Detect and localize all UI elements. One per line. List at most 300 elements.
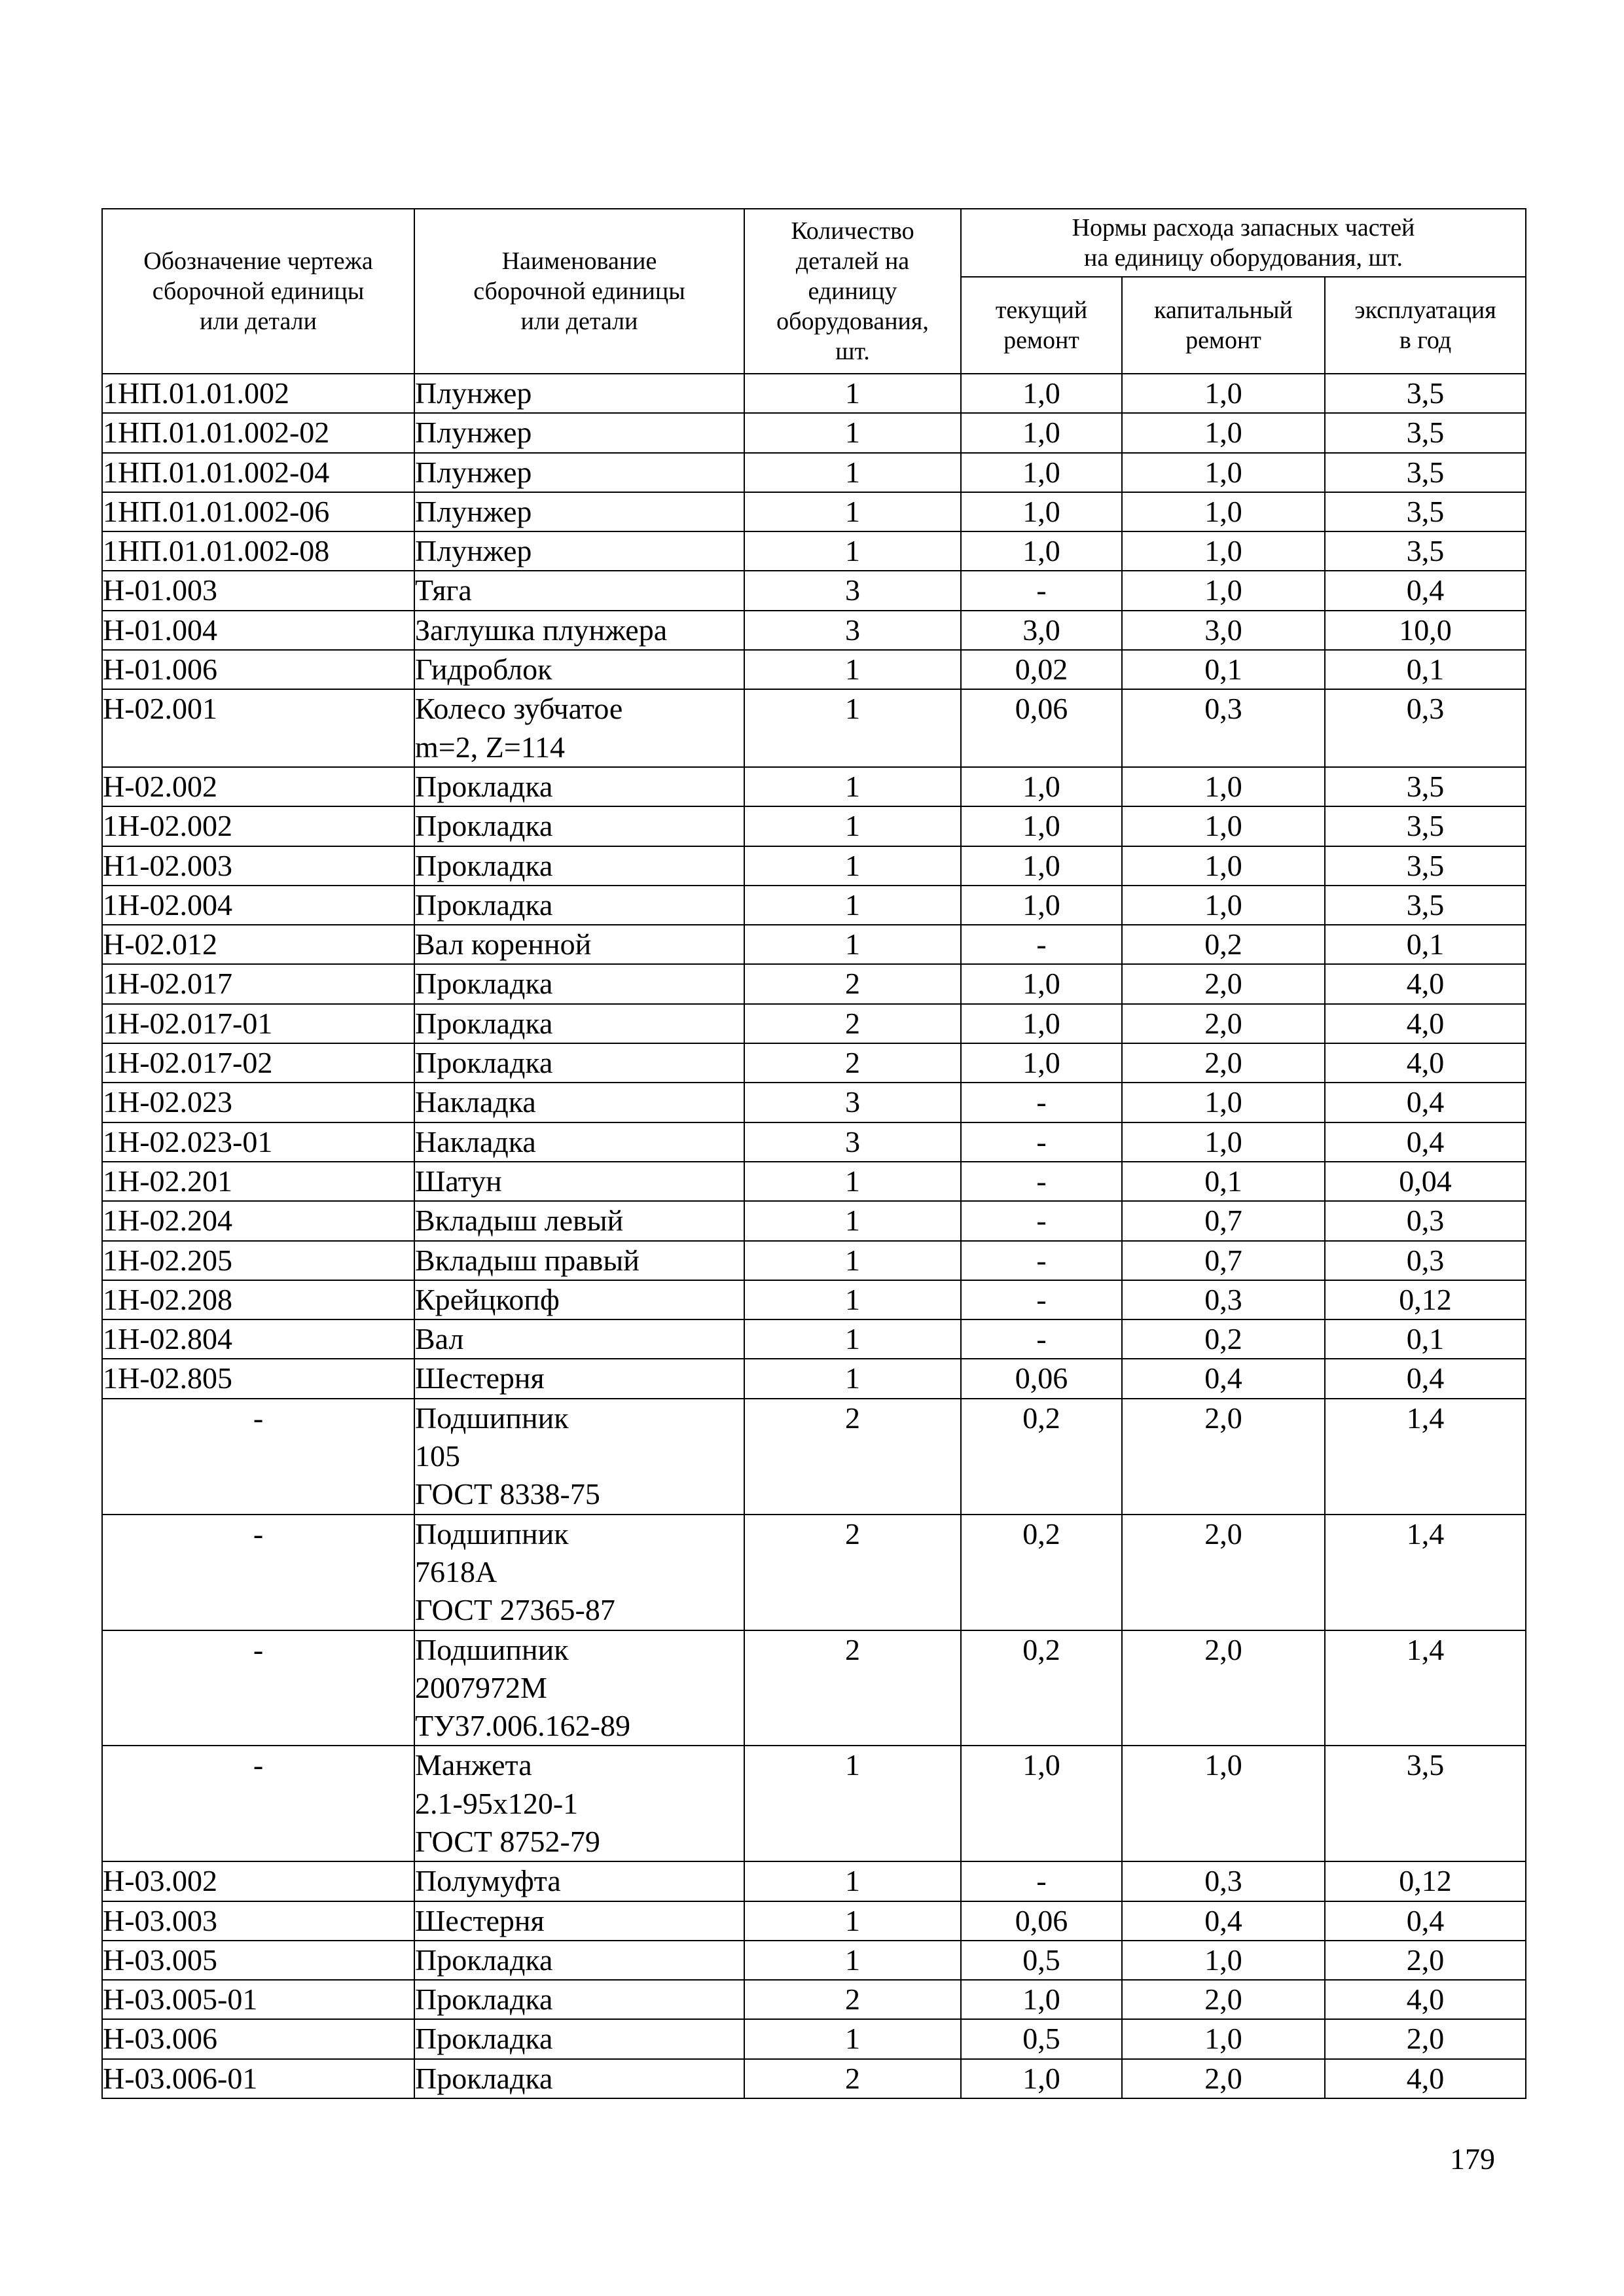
cell-quantity: 1 — [744, 1319, 961, 1359]
table-row — [102, 1746, 1526, 1861]
cell-drawing-code: 1Н-02.205 — [102, 1241, 414, 1280]
cell-capital-repair: 0,3 — [1122, 1280, 1325, 1319]
cell-capital-repair: 1,0 — [1122, 1083, 1325, 1122]
cell-capital-repair: 1,0 — [1122, 492, 1325, 531]
cell-operation-per-year: 10,0 — [1325, 611, 1526, 650]
cell-drawing-code: Н-01.006 — [102, 650, 414, 689]
cell-quantity: 3 — [744, 1122, 961, 1162]
cell-name-line: Шатун — [415, 1164, 502, 1198]
cell-current-repair: 0,2 — [961, 1515, 1122, 1630]
cell-capital-repair: 0,4 — [1122, 1901, 1325, 1941]
table-row — [102, 2019, 1526, 2058]
header-operation-per-year — [1325, 277, 1526, 374]
cell-assembly-name — [414, 964, 744, 1003]
cell-drawing-code: 1Н-02.017 — [102, 964, 414, 1003]
h-capital-line: капитальный — [1154, 296, 1293, 324]
cell-current-repair: 0,06 — [961, 1901, 1122, 1941]
cell-capital-repair: 2,0 — [1122, 1980, 1325, 2019]
table-row — [102, 1122, 1526, 1162]
cell-operation-per-year: 0,4 — [1325, 1122, 1526, 1162]
cell-drawing-code: Н-03.003 — [102, 1901, 414, 1941]
h-qty-line: шт. — [835, 338, 870, 365]
cell-current-repair: 1,0 — [961, 767, 1122, 806]
h-code-line: Обозначение чертежа — [143, 247, 373, 275]
cell-quantity: 1 — [744, 492, 961, 531]
h-code-line: или детали — [200, 308, 317, 335]
cell-operation-per-year: 2,0 — [1325, 1941, 1526, 1980]
table-row — [102, 886, 1526, 925]
cell-current-repair: - — [961, 1122, 1122, 1162]
cell-name-line: Гидроблок — [415, 653, 552, 687]
cell-current-repair: 1,0 — [961, 806, 1122, 846]
cell-capital-repair: 0,2 — [1122, 1319, 1325, 1359]
cell-operation-per-year: 1,4 — [1325, 1515, 1526, 1630]
cell-current-repair: 1,0 — [961, 492, 1122, 531]
cell-assembly-name — [414, 413, 744, 452]
cell-operation-per-year: 3,5 — [1325, 531, 1526, 571]
cell-name-line: Накладка — [415, 1124, 536, 1158]
h-operation-line: эксплуатация — [1354, 296, 1496, 324]
cell-operation-per-year: 0,4 — [1325, 1359, 1526, 1398]
cell-drawing-code: 1НП.01.01.002-06 — [102, 492, 414, 531]
cell-operation-per-year: 4,0 — [1325, 1980, 1526, 2019]
h-operation-line: в год — [1399, 327, 1452, 354]
table-row — [102, 1083, 1526, 1122]
cell-capital-repair: 0,3 — [1122, 689, 1325, 767]
cell-assembly-name — [414, 925, 744, 964]
cell-drawing-code: Н-03.006-01 — [102, 2059, 414, 2098]
cell-operation-per-year: 1,4 — [1325, 1630, 1526, 1746]
cell-name-line: ТУ37.006.162-89 — [415, 1709, 630, 1743]
cell-assembly-name — [414, 1515, 744, 1630]
cell-quantity: 1 — [744, 1201, 961, 1240]
cell-current-repair: - — [961, 1241, 1122, 1280]
cell-drawing-code: 1НП.01.01.002-02 — [102, 413, 414, 452]
cell-assembly-name — [414, 689, 744, 767]
cell-quantity: 1 — [744, 1901, 961, 1941]
cell-drawing-code: 1Н-02.208 — [102, 1280, 414, 1319]
cell-name-line: Прокладка — [415, 888, 553, 922]
cell-current-repair: 0,06 — [961, 689, 1122, 767]
cell-drawing-code: Н-03.005-01 — [102, 1980, 414, 2019]
table-row — [102, 2059, 1526, 2098]
page-number: 179 — [1450, 2142, 1495, 2176]
cell-assembly-name — [414, 1083, 744, 1122]
table-row — [102, 650, 1526, 689]
cell-capital-repair: 1,0 — [1122, 767, 1325, 806]
cell-name-line: Шестерня — [415, 1903, 545, 1937]
cell-capital-repair: 1,0 — [1122, 1122, 1325, 1162]
h-qty-line: оборудования, — [776, 308, 929, 335]
table-header — [102, 209, 1526, 374]
cell-name-line: Полумуфта — [415, 1864, 561, 1898]
cell-current-repair: - — [961, 1280, 1122, 1319]
cell-operation-per-year: 0,12 — [1325, 1280, 1526, 1319]
cell-drawing-code: Н1-02.003 — [102, 846, 414, 886]
cell-current-repair: - — [961, 1861, 1122, 1901]
table-row — [102, 1861, 1526, 1901]
cell-quantity: 1 — [744, 1861, 961, 1901]
cell-capital-repair: 2,0 — [1122, 964, 1325, 1003]
cell-drawing-code: Н-02.001 — [102, 689, 414, 767]
cell-operation-per-year: 3,5 — [1325, 846, 1526, 886]
cell-assembly-name — [414, 1901, 744, 1941]
cell-operation-per-year: 3,5 — [1325, 492, 1526, 531]
cell-assembly-name — [414, 1941, 744, 1980]
cell-drawing-code: Н-03.006 — [102, 2019, 414, 2058]
cell-name-line: Прокладка — [415, 1982, 553, 2017]
cell-operation-per-year: 3,5 — [1325, 453, 1526, 492]
h-qty-line: Количество — [791, 217, 914, 245]
cell-assembly-name — [414, 806, 744, 846]
cell-assembly-name — [414, 531, 744, 571]
cell-name-line: ГОСТ 27365-87 — [415, 1593, 615, 1627]
cell-operation-per-year: 3,5 — [1325, 886, 1526, 925]
cell-assembly-name — [414, 1319, 744, 1359]
table-row — [102, 1630, 1526, 1746]
table-row — [102, 1901, 1526, 1941]
cell-quantity: 1 — [744, 650, 961, 689]
cell-quantity: 2 — [744, 964, 961, 1003]
table-row — [102, 806, 1526, 846]
cell-capital-repair: 1,0 — [1122, 531, 1325, 571]
cell-drawing-code: Н-01.003 — [102, 571, 414, 610]
cell-name-line: Манжета — [415, 1748, 532, 1782]
cell-current-repair: 0,06 — [961, 1359, 1122, 1398]
table-row — [102, 453, 1526, 492]
cell-assembly-name — [414, 571, 744, 610]
cell-quantity: 3 — [744, 611, 961, 650]
cell-name-line: 105 — [415, 1439, 460, 1473]
cell-drawing-code: - — [102, 1515, 414, 1630]
cell-capital-repair: 2,0 — [1122, 2059, 1325, 2098]
cell-assembly-name — [414, 1122, 744, 1162]
cell-name-line: Вал коренной — [415, 927, 592, 961]
cell-name-line: Подшипник — [415, 1632, 569, 1666]
cell-name-line: ГОСТ 8338-75 — [415, 1477, 600, 1511]
cell-current-repair: 0,5 — [961, 1941, 1122, 1980]
cell-quantity: 1 — [744, 1280, 961, 1319]
cell-capital-repair: 0,7 — [1122, 1201, 1325, 1240]
h-qty-line: деталей на — [795, 247, 910, 275]
table-row — [102, 1359, 1526, 1398]
table-row — [102, 1319, 1526, 1359]
cell-name-line: Плунжер — [415, 455, 532, 489]
table-row — [102, 1280, 1526, 1319]
cell-quantity: 1 — [744, 1941, 961, 1980]
cell-drawing-code: 1Н-02.023 — [102, 1083, 414, 1122]
cell-capital-repair: 1,0 — [1122, 374, 1325, 413]
cell-current-repair: - — [961, 1083, 1122, 1122]
cell-name-line: Вкладыш правый — [415, 1243, 640, 1277]
cell-name-line: Прокладка — [415, 2022, 553, 2056]
cell-drawing-code: - — [102, 1630, 414, 1746]
cell-capital-repair: 0,1 — [1122, 650, 1325, 689]
cell-quantity: 1 — [744, 531, 961, 571]
h-norms-line: на единицу оборудования, шт. — [1084, 244, 1403, 272]
h-qty-line: единицу — [808, 278, 897, 305]
h-code-line: сборочной единицы — [152, 278, 365, 305]
cell-assembly-name — [414, 1280, 744, 1319]
table-row — [102, 611, 1526, 650]
h-norms-line: Нормы расхода запасных частей — [1072, 214, 1415, 242]
cell-current-repair: 1,0 — [961, 1980, 1122, 2019]
cell-current-repair: 1,0 — [961, 1746, 1122, 1861]
header-assembly-name — [414, 209, 744, 374]
cell-quantity: 1 — [744, 1359, 961, 1398]
cell-capital-repair: 3,0 — [1122, 611, 1325, 650]
cell-assembly-name — [414, 611, 744, 650]
table-row — [102, 846, 1526, 886]
table-row — [102, 1201, 1526, 1240]
cell-drawing-code: 1Н-02.023-01 — [102, 1122, 414, 1162]
cell-current-repair: 1,0 — [961, 413, 1122, 452]
cell-name-line: Прокладка — [415, 1943, 553, 1977]
cell-name-line: Прокладка — [415, 2061, 553, 2095]
cell-drawing-code: Н-03.005 — [102, 1941, 414, 1980]
cell-operation-per-year: 0,1 — [1325, 650, 1526, 689]
table-row — [102, 374, 1526, 413]
cell-drawing-code: 1НП.01.01.002 — [102, 374, 414, 413]
cell-quantity: 2 — [744, 1630, 961, 1746]
cell-name-line: 2.1-95х120-1 — [415, 1786, 579, 1820]
cell-current-repair: 1,0 — [961, 453, 1122, 492]
cell-capital-repair: 2,0 — [1122, 1004, 1325, 1043]
cell-quantity: 1 — [744, 2019, 961, 2058]
cell-current-repair: - — [961, 1162, 1122, 1201]
cell-operation-per-year: 3,5 — [1325, 806, 1526, 846]
cell-capital-repair: 1,0 — [1122, 571, 1325, 610]
cell-name-line: 7618А — [415, 1554, 497, 1588]
table-row — [102, 925, 1526, 964]
header-current-repair — [961, 277, 1122, 374]
h-current-line: текущий — [995, 296, 1088, 324]
cell-current-repair: 1,0 — [961, 886, 1122, 925]
cell-current-repair: 0,2 — [961, 1399, 1122, 1515]
header-quantity — [744, 209, 961, 374]
cell-assembly-name — [414, 453, 744, 492]
cell-assembly-name — [414, 1980, 744, 2019]
cell-quantity: 1 — [744, 374, 961, 413]
cell-capital-repair: 1,0 — [1122, 806, 1325, 846]
cell-name-line: Прокладка — [415, 809, 553, 843]
cell-quantity: 1 — [744, 925, 961, 964]
cell-name-line: Тяга — [415, 573, 472, 607]
cell-quantity: 2 — [744, 1980, 961, 2019]
cell-name-line: Шестерня — [415, 1361, 545, 1395]
cell-assembly-name — [414, 1359, 744, 1398]
cell-quantity: 1 — [744, 767, 961, 806]
header-capital-repair — [1122, 277, 1325, 374]
cell-quantity: 1 — [744, 453, 961, 492]
cell-name-line: Плунжер — [415, 376, 532, 410]
cell-drawing-code: 1Н-02.017-02 — [102, 1043, 414, 1083]
cell-current-repair: 3,0 — [961, 611, 1122, 650]
table-row — [102, 1941, 1526, 1980]
cell-current-repair: 1,0 — [961, 846, 1122, 886]
cell-quantity: 1 — [744, 1746, 961, 1861]
cell-assembly-name — [414, 650, 744, 689]
cell-drawing-code: - — [102, 1746, 414, 1861]
cell-assembly-name — [414, 1399, 744, 1515]
table-row — [102, 492, 1526, 531]
cell-quantity: 3 — [744, 1083, 961, 1122]
cell-quantity: 1 — [744, 806, 961, 846]
cell-capital-repair: 2,0 — [1122, 1043, 1325, 1083]
h-current-line: ремонт — [1003, 327, 1079, 354]
cell-quantity: 1 — [744, 1241, 961, 1280]
cell-name-line: Накладка — [415, 1085, 536, 1119]
cell-drawing-code: 1Н-02.017-01 — [102, 1004, 414, 1043]
cell-capital-repair: 2,0 — [1122, 1399, 1325, 1515]
cell-capital-repair: 1,0 — [1122, 846, 1325, 886]
cell-current-repair: - — [961, 571, 1122, 610]
cell-assembly-name — [414, 886, 744, 925]
cell-name-line: Заглушка плунжера — [415, 613, 668, 647]
cell-quantity: 3 — [744, 571, 961, 610]
table-row — [102, 689, 1526, 767]
cell-current-repair: - — [961, 1319, 1122, 1359]
cell-name-line: Вал — [415, 1322, 464, 1356]
cell-drawing-code: Н-02.002 — [102, 767, 414, 806]
cell-name-line: Колесо зубчатое — [415, 692, 623, 726]
cell-drawing-code: Н-02.012 — [102, 925, 414, 964]
cell-drawing-code: 1Н-02.804 — [102, 1319, 414, 1359]
cell-assembly-name — [414, 492, 744, 531]
h-name-line: или детали — [520, 308, 638, 335]
cell-name-line: Крейцкопф — [415, 1282, 560, 1316]
cell-name-line: Плунжер — [415, 416, 532, 450]
cell-quantity: 2 — [744, 1399, 961, 1515]
cell-operation-per-year: 0,4 — [1325, 1083, 1526, 1122]
cell-assembly-name — [414, 1201, 744, 1240]
cell-name-line: Прокладка — [415, 1046, 553, 1080]
cell-current-repair: - — [961, 1201, 1122, 1240]
cell-drawing-code: 1Н-02.805 — [102, 1359, 414, 1398]
cell-drawing-code: 1Н-02.204 — [102, 1201, 414, 1240]
cell-current-repair: - — [961, 925, 1122, 964]
cell-current-repair: 1,0 — [961, 374, 1122, 413]
cell-assembly-name — [414, 1162, 744, 1201]
table-row — [102, 964, 1526, 1003]
cell-quantity: 1 — [744, 689, 961, 767]
cell-drawing-code: 1Н-02.002 — [102, 806, 414, 846]
cell-assembly-name — [414, 1241, 744, 1280]
cell-capital-repair: 1,0 — [1122, 886, 1325, 925]
cell-quantity: 2 — [744, 1043, 961, 1083]
cell-operation-per-year: 4,0 — [1325, 1043, 1526, 1083]
cell-operation-per-year: 4,0 — [1325, 964, 1526, 1003]
cell-assembly-name — [414, 1630, 744, 1746]
cell-quantity: 1 — [744, 886, 961, 925]
cell-current-repair: 0,02 — [961, 650, 1122, 689]
table-row — [102, 1399, 1526, 1515]
cell-assembly-name — [414, 1861, 744, 1901]
cell-operation-per-year: 0,04 — [1325, 1162, 1526, 1201]
cell-operation-per-year: 0,12 — [1325, 1861, 1526, 1901]
cell-capital-repair: 1,0 — [1122, 2019, 1325, 2058]
cell-quantity: 1 — [744, 413, 961, 452]
cell-current-repair: 0,5 — [961, 2019, 1122, 2058]
table-row — [102, 1043, 1526, 1083]
cell-quantity: 2 — [744, 2059, 961, 2098]
cell-name-line: Вкладыш левый — [415, 1204, 624, 1238]
cell-operation-per-year: 1,4 — [1325, 1399, 1526, 1515]
cell-assembly-name — [414, 2059, 744, 2098]
cell-name-line: m=2, Z=114 — [415, 730, 566, 764]
cell-operation-per-year: 4,0 — [1325, 2059, 1526, 2098]
cell-operation-per-year: 0,4 — [1325, 571, 1526, 610]
cell-name-line: Подшипник — [415, 1516, 569, 1551]
cell-quantity: 1 — [744, 846, 961, 886]
cell-current-repair: 1,0 — [961, 2059, 1122, 2098]
cell-capital-repair: 0,2 — [1122, 925, 1325, 964]
table-row — [102, 1004, 1526, 1043]
cell-operation-per-year: 0,3 — [1325, 689, 1526, 767]
cell-quantity: 2 — [744, 1004, 961, 1043]
cell-operation-per-year: 3,5 — [1325, 374, 1526, 413]
cell-assembly-name — [414, 2019, 744, 2058]
cell-name-line: Прокладка — [415, 1006, 553, 1040]
table-row — [102, 1980, 1526, 2019]
header-drawing-code — [102, 209, 414, 374]
cell-operation-per-year: 3,5 — [1325, 1746, 1526, 1861]
table-row — [102, 571, 1526, 610]
cell-current-repair: 1,0 — [961, 964, 1122, 1003]
cell-operation-per-year: 3,5 — [1325, 413, 1526, 452]
cell-name-line: 2007972М — [415, 1670, 547, 1704]
cell-capital-repair: 2,0 — [1122, 1630, 1325, 1746]
cell-capital-repair: 0,7 — [1122, 1241, 1325, 1280]
cell-drawing-code: Н-03.002 — [102, 1861, 414, 1901]
cell-name-line: ГОСТ 8752-79 — [415, 1824, 600, 1858]
cell-assembly-name — [414, 767, 744, 806]
cell-capital-repair: 2,0 — [1122, 1515, 1325, 1630]
cell-operation-per-year: 0,1 — [1325, 925, 1526, 964]
cell-capital-repair: 1,0 — [1122, 413, 1325, 452]
spare-parts-table — [101, 208, 1526, 2099]
cell-capital-repair: 1,0 — [1122, 1746, 1325, 1861]
cell-capital-repair: 1,0 — [1122, 453, 1325, 492]
cell-assembly-name — [414, 1004, 744, 1043]
cell-name-line: Прокладка — [415, 967, 553, 1001]
cell-name-line: Плунжер — [415, 534, 532, 568]
table-row — [102, 1162, 1526, 1201]
cell-operation-per-year: 0,3 — [1325, 1201, 1526, 1240]
h-capital-line: ремонт — [1185, 327, 1261, 354]
cell-drawing-code: Н-01.004 — [102, 611, 414, 650]
table-body — [102, 374, 1526, 2098]
h-name-line: Наименование — [501, 247, 657, 275]
table-row — [102, 1241, 1526, 1280]
cell-current-repair: 1,0 — [961, 1004, 1122, 1043]
cell-assembly-name — [414, 1746, 744, 1861]
header-norms-group — [961, 209, 1526, 277]
cell-name-line: Плунжер — [415, 494, 532, 528]
cell-drawing-code: 1Н-02.201 — [102, 1162, 414, 1201]
cell-name-line: Прокладка — [415, 769, 553, 803]
cell-assembly-name — [414, 846, 744, 886]
cell-operation-per-year: 0,1 — [1325, 1319, 1526, 1359]
cell-drawing-code: 1Н-02.004 — [102, 886, 414, 925]
cell-operation-per-year: 0,3 — [1325, 1241, 1526, 1280]
cell-assembly-name — [414, 374, 744, 413]
table-row — [102, 1515, 1526, 1630]
cell-capital-repair: 1,0 — [1122, 1941, 1325, 1980]
cell-capital-repair: 0,4 — [1122, 1359, 1325, 1398]
cell-current-repair: 1,0 — [961, 1043, 1122, 1083]
cell-drawing-code: 1НП.01.01.002-04 — [102, 453, 414, 492]
